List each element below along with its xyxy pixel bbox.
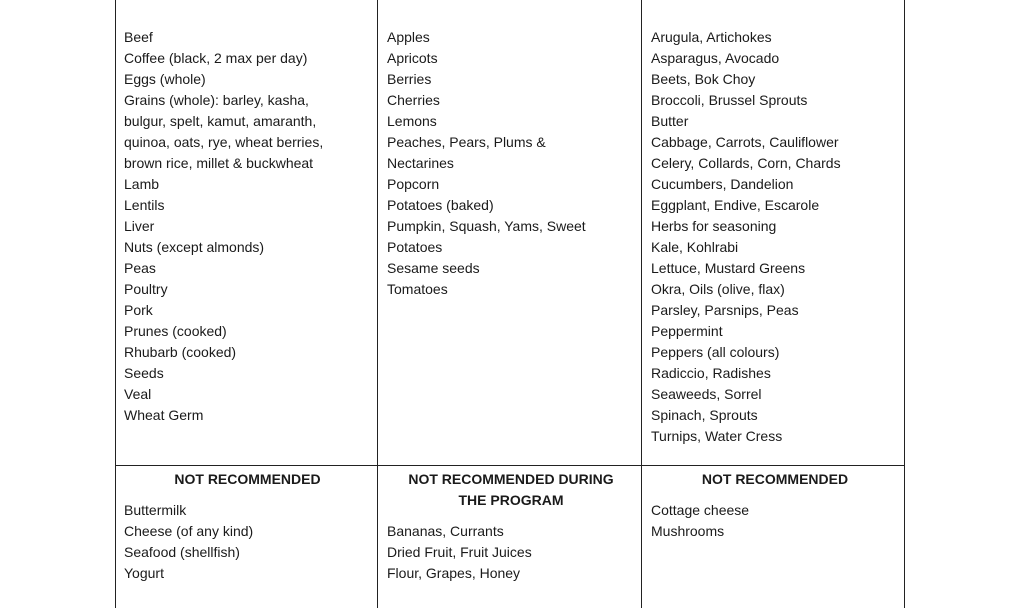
bottom-col-1-cell — [115, 466, 377, 608]
list-item: Cherries — [387, 92, 440, 108]
list-item: Mushrooms — [651, 523, 725, 539]
list-item: Berries — [387, 71, 432, 87]
list-item: Wheat Germ — [124, 407, 204, 423]
list-item: Beef — [124, 29, 153, 45]
list-item: Apples — [387, 29, 430, 45]
list-item: Seafood (shellfish) — [124, 544, 240, 560]
list-item: Grains (whole): barley, kasha, — [124, 92, 309, 108]
not-recommended-heading-2: NOT RECOMMENDED DURING THE PROGRAM — [408, 471, 614, 508]
top-col-1-cell — [115, 0, 377, 465]
bottom-col-3-cell — [642, 466, 905, 608]
list-item: Parsley, Parsnips, Peas — [651, 302, 799, 318]
list-item: Flour, Grapes, Honey — [387, 565, 521, 581]
list-item: Lettuce, Mustard Greens — [651, 260, 806, 276]
list-item: Eggs (whole) — [124, 71, 206, 87]
list-item: bulgur, spelt, kamut, amaranth, — [124, 113, 317, 129]
list-item: Beets, Bok Choy — [651, 71, 756, 87]
list-item: Popcorn — [387, 176, 440, 192]
list-item: Turnips, Water Cress — [651, 428, 783, 444]
top-col-3-list — [651, 27, 899, 447]
list-item: Liver — [124, 218, 155, 234]
list-item: Poultry — [124, 281, 168, 297]
list-item: Rhubarb (cooked) — [124, 344, 237, 360]
list-item: Apricots — [387, 50, 438, 66]
top-col-2-cell — [378, 0, 641, 465]
list-item: Tomatoes — [387, 281, 448, 297]
bottom-col-1-list — [124, 500, 371, 584]
list-item: Cucumbers, Dandelion — [651, 176, 794, 192]
list-item: Seeds — [124, 365, 164, 381]
list-item: Coffee (black, 2 max per day) — [124, 50, 308, 66]
list-item: Peppermint — [651, 323, 723, 339]
list-item: Pork — [124, 302, 153, 318]
list-item: quinoa, oats, rye, wheat berries, — [124, 134, 324, 150]
list-item: Lemons — [387, 113, 437, 129]
list-item: Seaweeds, Sorrel — [651, 386, 762, 402]
list-item: Cottage cheese — [651, 502, 750, 518]
list-item: Broccoli, Brussel Sprouts — [651, 92, 808, 108]
list-item: Peaches, Pears, Plums & — [387, 134, 546, 150]
list-item: Spinach, Sprouts — [651, 407, 758, 423]
list-item: Eggplant, Endive, Escarole — [651, 197, 820, 213]
list-item: Prunes (cooked) — [124, 323, 227, 339]
list-item: Kale, Kohlrabi — [651, 239, 739, 255]
list-item: Bananas, Currants — [387, 523, 504, 539]
top-col-2-list — [387, 27, 635, 300]
list-item: Herbs for seasoning — [651, 218, 777, 234]
list-item: Okra, Oils (olive, flax) — [651, 281, 785, 297]
list-item: Arugula, Artichokes — [651, 29, 772, 45]
list-item: brown rice, millet & buckwheat — [124, 155, 314, 171]
list-item: Cheese (of any kind) — [124, 523, 254, 539]
list-item: Pumpkin, Squash, Yams, Sweet — [387, 218, 586, 234]
list-item: Peppers (all colours) — [651, 344, 780, 360]
list-item: Potatoes (baked) — [387, 197, 494, 213]
list-item: Nectarines — [387, 155, 454, 171]
bottom-col-2-cell — [378, 466, 641, 608]
list-item: Nuts (except almonds) — [124, 239, 265, 255]
list-item: Lamb — [124, 176, 160, 192]
list-item: Asparagus, Avocado — [651, 50, 780, 66]
list-item: Lentils — [124, 197, 165, 213]
bottom-col-3-list — [651, 500, 899, 542]
list-item: Potatoes — [387, 239, 443, 255]
list-item: Sesame seeds — [387, 260, 480, 276]
not-recommended-heading-3: NOT RECOMMENDED — [701, 471, 849, 487]
list-item: Buttermilk — [124, 502, 187, 518]
list-item: Radiccio, Radishes — [651, 365, 771, 381]
top-col-1-list — [124, 27, 371, 426]
list-item: Veal — [124, 386, 152, 402]
list-item: Cabbage, Carrots, Cauliflower — [651, 134, 839, 150]
list-item: Celery, Collards, Corn, Chards — [651, 155, 841, 171]
list-item: Yogurt — [124, 565, 164, 581]
list-item: Peas — [124, 260, 156, 276]
bottom-col-2-list — [387, 521, 635, 584]
top-col-3-cell — [642, 0, 905, 465]
list-item: Dried Fruit, Fruit Juices — [387, 544, 532, 560]
not-recommended-heading-1: NOT RECOMMENDED — [174, 471, 321, 487]
food-table — [115, 0, 905, 608]
list-item: Butter — [651, 113, 689, 129]
